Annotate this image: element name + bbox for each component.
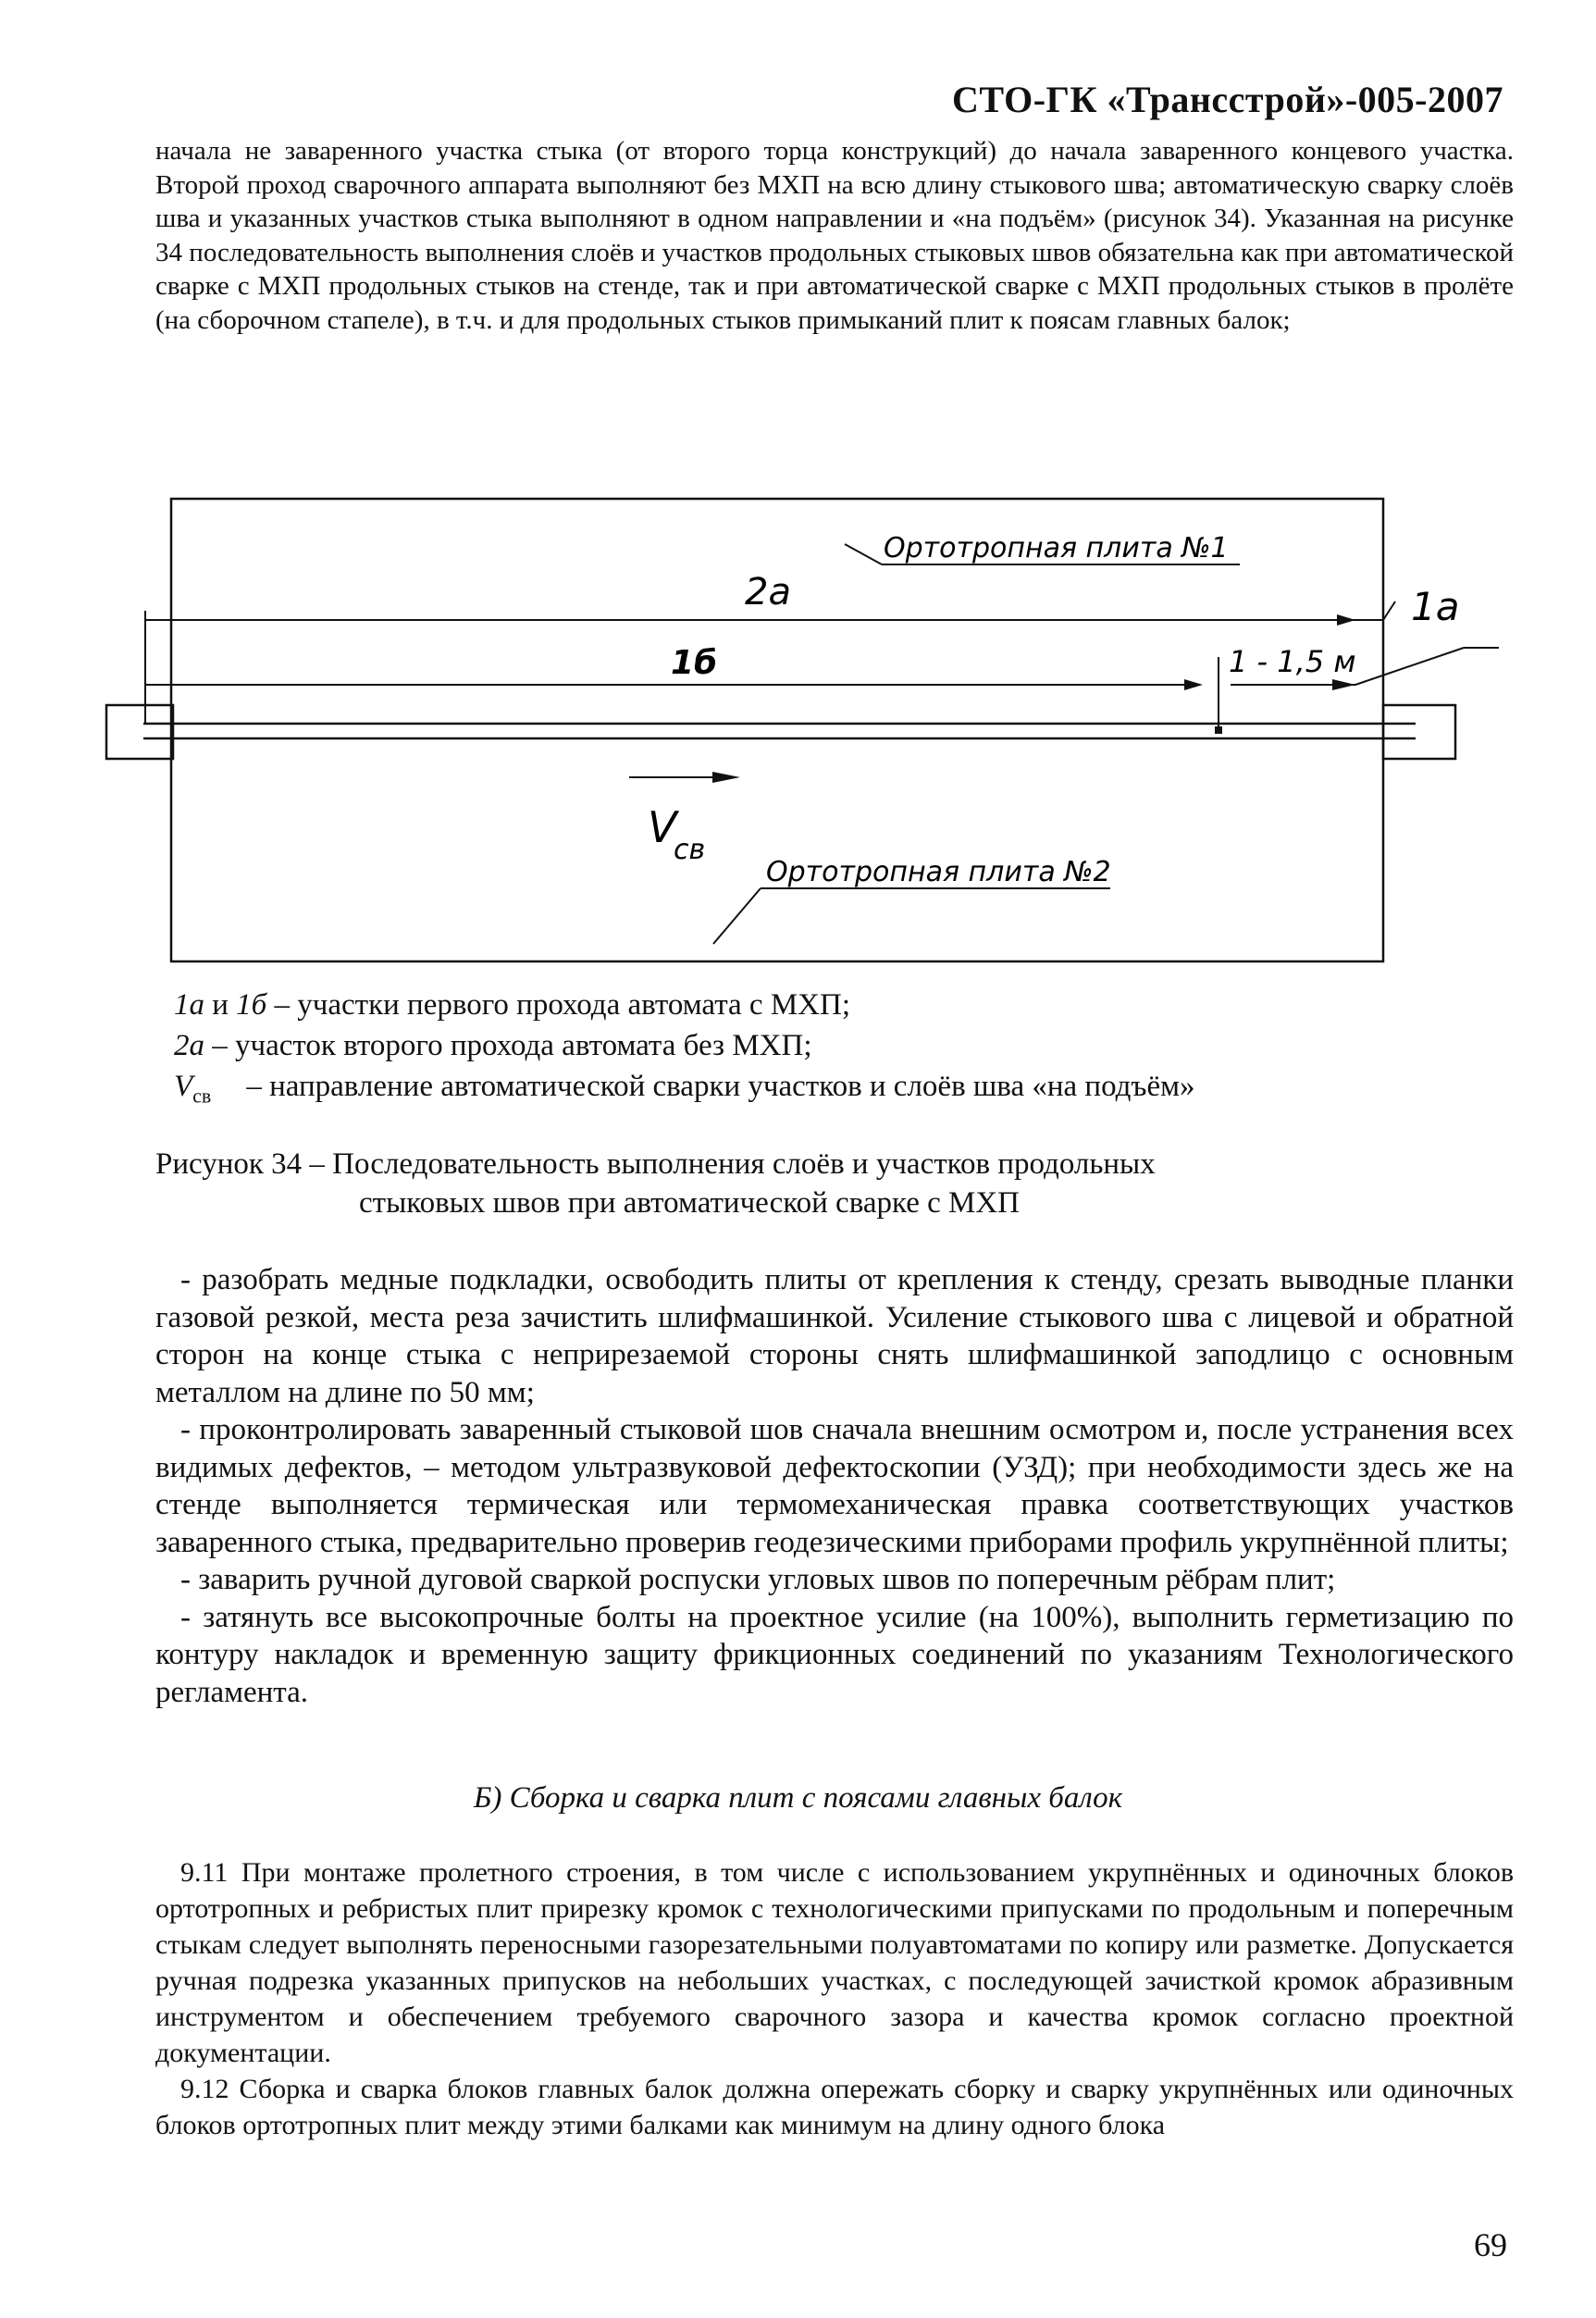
action-list xyxy=(155,1261,1514,1711)
section-body xyxy=(155,1854,1514,2143)
label-velocity-sub: св xyxy=(674,834,706,866)
caption-line-2: стыковых швов при автоматической сварке с МХП xyxy=(359,1186,1020,1220)
right-clamp xyxy=(1383,705,1455,759)
intro-paragraph: начала не заваренного участка стыка (от второго торца конструкций) до начала заваренного концевого участка. Второй проход сварочного аппарата выполняют без МХП на всю длину стыкового шва; автоматическую сварку слоёв шва и указанных участков стыка выполняют в одном направлении и «на подъём» (рисунок 34). Указанная на рисунке 34 последовательность выполнения слоёв и участков продольных стыковых швов обязательна как при автоматической сварке с МХП продольных стыков на стенде, так и при автоматической сварке с МХП продольных стыков в пролёте (на сборочном стапеле), в т.ч. и для продольных стыков примыканий плит к поясам главных балок; xyxy=(155,136,1514,335)
direction-arrow-head xyxy=(712,772,740,783)
figure-caption xyxy=(155,1145,1497,1222)
arrow-2a xyxy=(1337,614,1355,626)
label-plate-2: Ортотропная плита №2 xyxy=(766,856,1111,888)
list-item: - заварить ручной дуговой сваркой роспуски угловых швов по поперечным рёбрам плит; xyxy=(180,1563,1336,1596)
list-item: - проконтролировать заваренный стыковой шов сначала внешним осмотром и, после устранения всех видимых дефектов, – методом ультразвуковой дефектоскопии (УЗД); при необходимости здесь же на стенде выполняется термическая или термомеханическая правка соответствующих участков заваренного стыка, предварительно проверив геодезическими приборами профиль укрупнённой плиты; xyxy=(155,1413,1514,1559)
section-subheading: Б) Сборка и сварка плит с поясами главных балок xyxy=(473,1781,1123,1815)
legend-line-1: 1а и 1б – участки первого прохода автомата с МХП; xyxy=(174,988,850,1022)
list-item: - разобрать медные подкладки, освободить плиты от крепления к стенду, срезать выводные планки газовой резкой, места реза зачистить шлифмашинкой. Усиление стыкового шва с лицевой и обратной сторон на конце стыка с неприрезаемой стороны снять шлифмашинкой заподлицо с основным металлом на длине по 50 мм; xyxy=(155,1263,1514,1409)
label-velocity: V xyxy=(648,802,677,852)
paragraph-9-12: 9.12 Сборка и сварка блоков главных балок должна опережать сборку и сварку укрупнённых или одиночных блоков ортотропных плит между этими балками как минимум на длину одного блока xyxy=(155,2074,1514,2140)
figure-34 xyxy=(102,490,1499,972)
label-plate-1: Ортотропная плита №1 xyxy=(884,532,1229,564)
welding-diagram xyxy=(102,490,1499,972)
label-distance: 1 - 1,5 м xyxy=(1229,644,1356,679)
page-number: 69 xyxy=(1474,2226,1507,2263)
paragraph-9-11: 9.11 При монтаже пролетного строения, в том числе с использованием укрупнённых и одиночных блоков ортотропных и ребристых плит прирезку кромок с технологическими припусками по продольным и поперечным стыкам следует выполнять переносными газорезательными полуавтоматами по копиру или разметке. Допускается ручная подрезка указанных припусков на небольших участках, с последующей зачисткой кромок абразивным инструментом и обеспечением требуемого сварочного зазора и качества кромок согласно проектной документации. xyxy=(155,1857,1514,2068)
list-item: - затянуть все высокопрочные болты на проектное усилие (на 100%), выполнить герметизацию по контуру накладок и временную защиту фрикционных соединений по указаниям Технологического регламента. xyxy=(155,1600,1514,1709)
marker-dot xyxy=(1215,726,1222,734)
label-1b: 1б xyxy=(671,644,718,682)
arrow-1a xyxy=(1332,679,1355,690)
legend-line-3: $V_{св}$ – направление автоматической сварки участков и слоёв шва «на подъём» xyxy=(174,1070,1195,1108)
document-header: СТО-ГК «Трансстрой»-005-2007 xyxy=(952,79,1503,120)
label-1a: 1а xyxy=(1411,584,1460,629)
label-2a: 2а xyxy=(745,571,791,614)
arrow-1b xyxy=(1184,679,1203,690)
left-clamp xyxy=(106,705,173,759)
figure-legend xyxy=(174,985,1195,1117)
caption-line-1: Рисунок 34 – Последовательность выполнения слоёв и участков продольных xyxy=(155,1147,1156,1181)
plate-outline xyxy=(171,499,1383,961)
legend-line-2: 2а – участок второго прохода автомата без МХП; xyxy=(174,1029,812,1062)
